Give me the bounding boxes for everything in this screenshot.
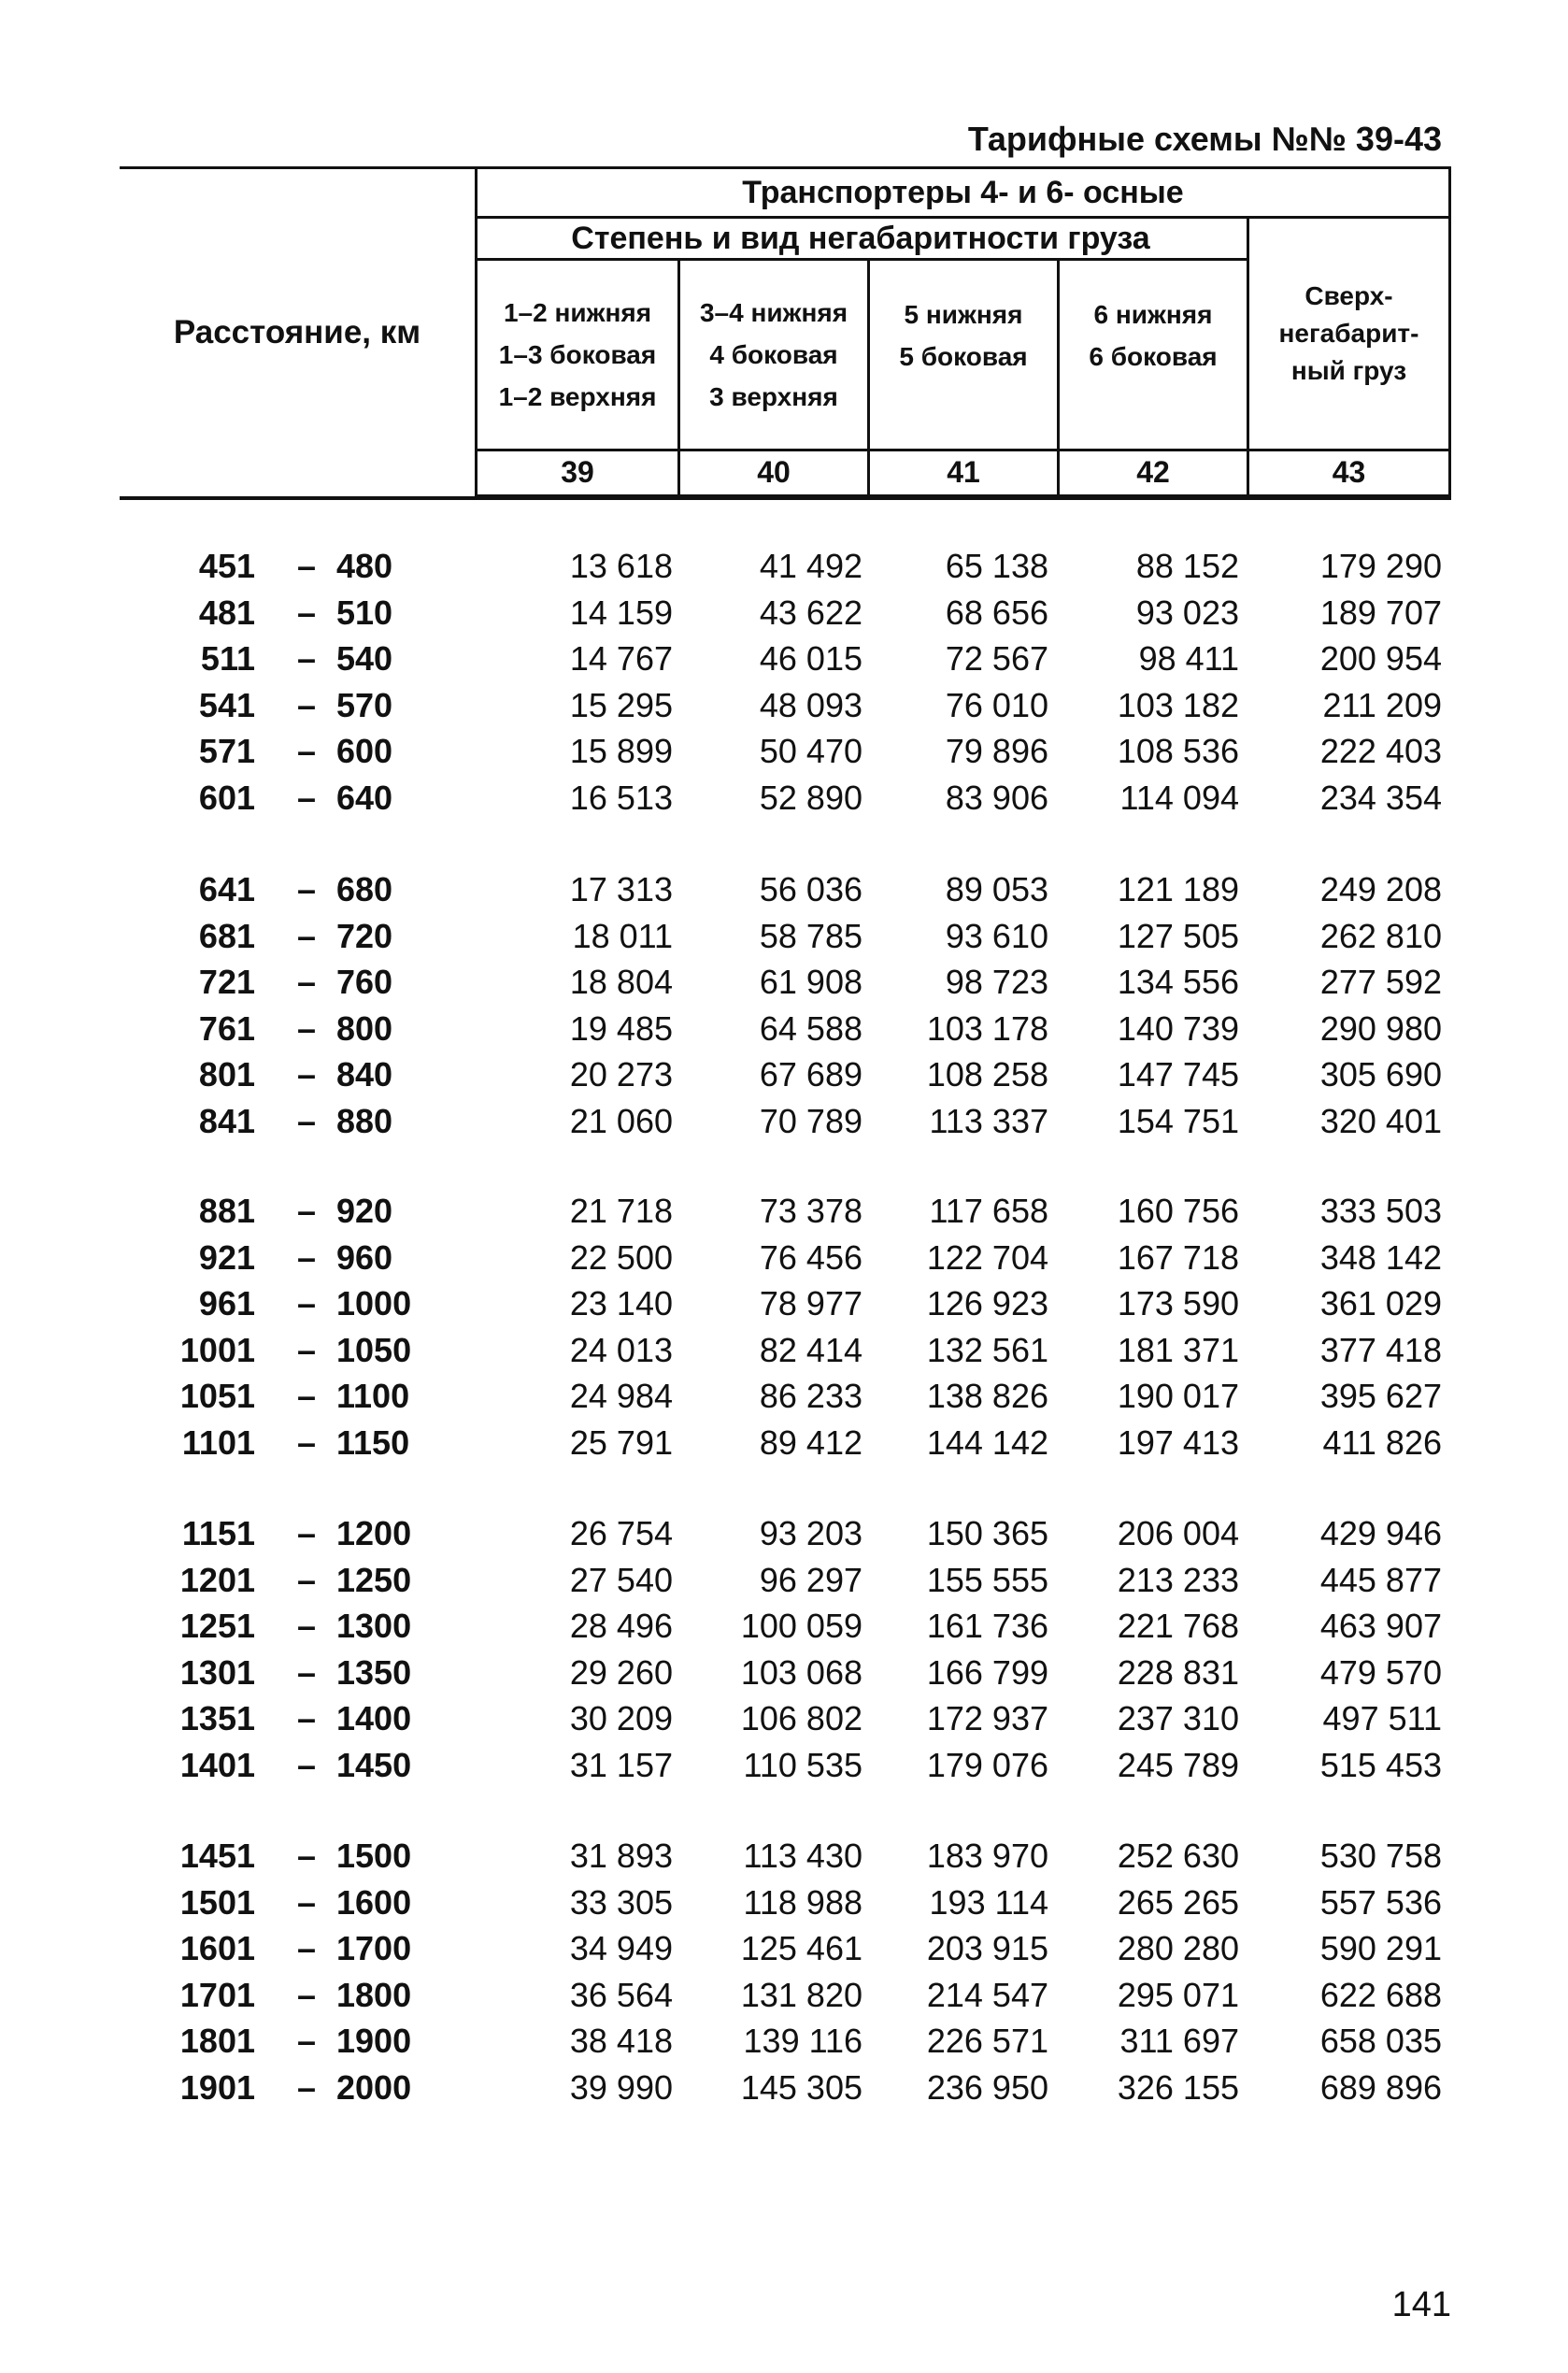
- tariff-value-39: 28 496: [569, 1607, 673, 1645]
- tariff-value-40: 73 378: [759, 1192, 862, 1230]
- distance-from: 1051: [179, 1377, 255, 1415]
- distance-to: 1450: [336, 1745, 412, 1784]
- tariff-value-40: 43 622: [759, 593, 862, 632]
- distance-to: 1900: [336, 2022, 412, 2060]
- tariff-value-39: 39 990: [569, 2067, 673, 2107]
- distance-to: 1800: [336, 1975, 412, 2014]
- col-39-label: 1–2 нижняя 1–3 боковая 1–2 верхняя: [498, 298, 657, 411]
- tariff-value-39: 20 273: [569, 1055, 673, 1094]
- tariff-value-41: 172 937: [926, 1699, 1048, 1737]
- tariff-value-41: 108 258: [926, 1055, 1048, 1094]
- distance-to: 1250: [336, 1560, 412, 1599]
- range-dash: –: [297, 1101, 317, 1140]
- range-dash: –: [297, 870, 317, 908]
- tariff-value-43: 411 826: [1322, 1422, 1442, 1462]
- distance-from: 1901: [179, 2067, 255, 2107]
- tariff-value-39: 21 718: [569, 1192, 673, 1230]
- range-dash: –: [297, 2067, 317, 2107]
- tariff-value-41: 150 365: [926, 1514, 1048, 1552]
- tariff-value-41: 68 656: [945, 593, 1048, 632]
- distance-from: 1401: [179, 1745, 255, 1784]
- distance-from: 921: [198, 1237, 255, 1277]
- tariff-value-41: 193 114: [929, 1882, 1048, 1922]
- tariff-value-43: 211 209: [1322, 685, 1442, 724]
- tariff-value-39: 24 984: [569, 1377, 673, 1415]
- tariff-value-42: 228 831: [1117, 1652, 1239, 1692]
- tariff-value-43: 530 758: [1319, 1837, 1442, 1875]
- tariff-value-39: 27 540: [569, 1560, 673, 1599]
- tariff-value-40: 139 116: [743, 2022, 862, 2060]
- distance-to: 840: [336, 1055, 393, 1094]
- distance-to: 1350: [336, 1652, 412, 1692]
- table-row: [0, 1743, 1568, 1788]
- tariff-value-40: 76 456: [759, 1237, 862, 1277]
- table-row: [0, 867, 1568, 912]
- tariff-value-39: 15 899: [569, 732, 673, 770]
- distance-from: 761: [198, 1008, 255, 1048]
- distance-from: 681: [198, 916, 255, 955]
- table-row: [0, 1558, 1568, 1603]
- distance-from: 1501: [179, 1882, 255, 1922]
- distance-from: 1251: [179, 1607, 255, 1645]
- range-dash: –: [297, 1652, 317, 1692]
- tariff-value-43: 479 570: [1319, 1652, 1442, 1692]
- tariff-value-39: 31 157: [569, 1745, 673, 1784]
- tariff-value-41: 214 547: [926, 1975, 1048, 2014]
- distance-to: 640: [336, 778, 393, 817]
- range-dash: –: [297, 1422, 317, 1462]
- range-dash: –: [297, 1837, 317, 1875]
- table-row: [0, 1604, 1568, 1649]
- distance-to: 1050: [336, 1330, 412, 1369]
- range-dash: –: [297, 1745, 317, 1784]
- range-dash: –: [297, 1055, 317, 1094]
- tariff-value-42: 173 590: [1117, 1284, 1239, 1322]
- tariff-value-40: 125 461: [740, 1929, 862, 1967]
- distance-from: 481: [198, 593, 255, 632]
- range-dash: –: [297, 963, 317, 1001]
- table-row: [0, 544, 1568, 589]
- range-dash: –: [297, 1607, 317, 1645]
- tariff-value-40: 103 068: [740, 1652, 862, 1692]
- tariff-value-43: 222 403: [1319, 732, 1442, 770]
- tariff-value-40: 86 233: [759, 1377, 862, 1415]
- table-row: [0, 1926, 1568, 1971]
- range-dash: –: [297, 916, 317, 955]
- table-row: [0, 1189, 1568, 1234]
- tariff-value-42: 295 071: [1117, 1975, 1239, 2014]
- tariff-value-40: 96 297: [759, 1560, 862, 1599]
- tariff-value-43: 305 690: [1319, 1055, 1442, 1094]
- table-row: [0, 1328, 1568, 1373]
- tariff-value-39: 15 295: [569, 685, 673, 724]
- tariff-value-40: 145 305: [740, 2067, 862, 2107]
- table-row: [0, 1511, 1568, 1556]
- distance-from: 1601: [179, 1929, 255, 1967]
- tariff-value-41: 113 337: [929, 1101, 1048, 1140]
- tariff-value-40: 131 820: [740, 1975, 862, 2014]
- tariff-value-42: 127 505: [1117, 916, 1239, 955]
- tariff-value-41: 132 561: [926, 1330, 1048, 1369]
- tariff-value-39: 26 754: [569, 1514, 673, 1552]
- tariff-value-42: 197 413: [1117, 1422, 1239, 1462]
- distance-from: 1001: [179, 1330, 255, 1369]
- tariff-value-42: 245 789: [1117, 1745, 1239, 1784]
- tariff-value-43: 348 142: [1319, 1237, 1442, 1277]
- table-row: [0, 1973, 1568, 2018]
- tariff-value-40: 110 535: [743, 1745, 862, 1784]
- tariff-value-43: 234 354: [1319, 778, 1442, 817]
- tariff-value-39: 25 791: [569, 1422, 673, 1462]
- tariff-value-42: 93 023: [1135, 593, 1239, 632]
- table-row: [0, 2019, 1568, 2064]
- tariff-value-41: 166 799: [926, 1652, 1048, 1692]
- distance-from: 1701: [179, 1975, 255, 2014]
- tariff-value-39: 18 011: [572, 916, 673, 955]
- tariff-value-40: 56 036: [759, 870, 862, 908]
- distance-to: 540: [336, 639, 393, 678]
- group-title: Транспортеры 4- и 6- осные: [742, 174, 1184, 210]
- col-code-43: 43: [1332, 454, 1366, 489]
- table-row: [0, 683, 1568, 728]
- distance-label: Расстояние, км: [173, 314, 421, 350]
- col-code-42: 42: [1136, 454, 1170, 489]
- tariff-value-41: 144 142: [926, 1422, 1048, 1462]
- tariff-value-39: 23 140: [569, 1284, 673, 1322]
- tariff-value-42: 326 155: [1117, 2067, 1239, 2107]
- range-dash: –: [297, 593, 317, 632]
- tariff-value-42: 88 152: [1135, 547, 1239, 585]
- tariff-value-43: 179 290: [1319, 547, 1442, 585]
- distance-from: 541: [198, 685, 255, 724]
- page-number: 141: [1391, 2285, 1451, 2324]
- distance-from: 1201: [179, 1560, 255, 1599]
- range-dash: –: [297, 1975, 317, 2014]
- distance-to: 1150: [336, 1422, 410, 1462]
- table-row: [0, 1052, 1568, 1097]
- tariff-value-39: 29 260: [569, 1652, 673, 1692]
- tariff-value-42: 311 697: [1119, 2022, 1239, 2060]
- tariff-value-39: 14 159: [569, 593, 673, 632]
- tariff-value-43: 249 208: [1319, 870, 1442, 908]
- range-dash: –: [297, 547, 317, 585]
- tariff-value-42: 237 310: [1117, 1699, 1239, 1737]
- tariff-value-43: 277 592: [1319, 963, 1442, 1001]
- tariff-value-43: 445 877: [1319, 1560, 1442, 1599]
- tariff-value-43: 622 688: [1319, 1975, 1442, 2014]
- tariff-value-42: 167 718: [1117, 1237, 1239, 1277]
- tariff-value-39: 33 305: [569, 1882, 673, 1922]
- tariff-value-42: 147 745: [1117, 1055, 1239, 1094]
- range-dash: –: [297, 1192, 317, 1230]
- tariff-value-39: 36 564: [569, 1975, 673, 2014]
- tariff-value-40: 41 492: [759, 547, 862, 585]
- distance-to: 1500: [336, 1837, 412, 1875]
- distance-from: 801: [198, 1055, 255, 1094]
- tariff-value-40: 100 059: [740, 1607, 862, 1645]
- table-row: [0, 1834, 1568, 1879]
- distance-to: 760: [336, 963, 393, 1001]
- tariff-value-41: 122 704: [926, 1237, 1048, 1277]
- range-dash: –: [297, 1514, 317, 1552]
- tariff-value-43: 463 907: [1319, 1607, 1442, 1645]
- distance-from: 1351: [179, 1699, 255, 1737]
- tariff-value-39: 38 418: [569, 2022, 673, 2060]
- table-row: [0, 591, 1568, 636]
- tariff-value-40: 46 015: [759, 639, 862, 678]
- tariff-value-40: 52 890: [759, 778, 862, 817]
- tariff-value-40: 67 689: [759, 1055, 862, 1094]
- tariff-value-43: 200 954: [1319, 639, 1442, 678]
- tariff-value-42: 221 768: [1117, 1607, 1239, 1645]
- range-dash: –: [297, 1008, 317, 1048]
- tariff-value-40: 118 988: [743, 1882, 862, 1922]
- distance-to: 570: [336, 685, 393, 724]
- tariff-value-43: 377 418: [1319, 1330, 1442, 1369]
- tariff-value-40: 93 203: [759, 1514, 862, 1552]
- table-row: [0, 1696, 1568, 1741]
- distance-from: 641: [198, 870, 255, 908]
- table-row: [0, 1007, 1568, 1051]
- range-dash: –: [297, 1929, 317, 1967]
- range-dash: –: [297, 639, 317, 678]
- table-row: [0, 636, 1568, 681]
- table-header: [120, 166, 1451, 499]
- table-row: [0, 1099, 1568, 1144]
- tariff-value-40: 58 785: [759, 916, 862, 955]
- table-row: [0, 1236, 1568, 1280]
- range-dash: –: [297, 685, 317, 724]
- tariff-value-41: 117 658: [929, 1192, 1048, 1230]
- tariff-value-41: 98 723: [945, 963, 1048, 1001]
- tariff-value-39: 24 013: [569, 1330, 673, 1369]
- tariff-value-42: 280 280: [1117, 1929, 1239, 1967]
- col-41-label: 5 нижняя 5 боковая: [899, 300, 1028, 371]
- distance-to: 1000: [336, 1284, 412, 1322]
- tariff-value-41: 83 906: [945, 778, 1048, 817]
- distance-to: 680: [336, 870, 393, 908]
- distance-to: 1200: [336, 1514, 412, 1552]
- table-row: [0, 914, 1568, 959]
- tariff-value-39: 19 485: [569, 1008, 673, 1048]
- range-dash: –: [297, 732, 317, 770]
- col-40-label: 3–4 нижняя 4 боковая 3 верхняя: [699, 298, 848, 411]
- range-dash: –: [297, 778, 317, 817]
- tariff-value-40: 64 588: [759, 1008, 862, 1048]
- tariff-value-41: 179 076: [926, 1745, 1048, 1784]
- table-row: [0, 2066, 1568, 2110]
- tariff-value-43: 395 627: [1319, 1377, 1442, 1415]
- tariff-value-41: 76 010: [945, 685, 1048, 724]
- tariff-value-42: 213 233: [1117, 1560, 1239, 1599]
- distance-from: 571: [198, 732, 255, 770]
- tariff-value-41: 89 053: [945, 870, 1048, 908]
- table-row: [0, 729, 1568, 774]
- tariff-value-41: 183 970: [926, 1837, 1048, 1875]
- range-dash: –: [297, 1560, 317, 1599]
- tariff-value-40: 48 093: [759, 685, 862, 724]
- table-row: [0, 1880, 1568, 1925]
- distance-from: 1801: [179, 2022, 255, 2060]
- col-code-41: 41: [947, 454, 980, 489]
- tariff-value-42: 190 017: [1117, 1377, 1239, 1415]
- distance-from: 451: [198, 547, 255, 585]
- tariff-value-40: 70 789: [759, 1101, 862, 1140]
- tariff-value-41: 161 736: [926, 1607, 1048, 1645]
- distance-to: 960: [336, 1237, 393, 1277]
- tariff-value-43: 689 896: [1319, 2067, 1442, 2107]
- distance-from: 721: [198, 963, 255, 1001]
- distance-to: 2000: [336, 2067, 412, 2107]
- tariff-value-41: 203 915: [926, 1929, 1048, 1967]
- tariff-value-39: 13 618: [569, 547, 673, 585]
- tariff-value-43: 189 707: [1319, 593, 1442, 632]
- distance-to: 1600: [336, 1882, 412, 1922]
- distance-from: 1451: [179, 1837, 255, 1875]
- col-code-39: 39: [561, 454, 594, 489]
- table-row: [0, 776, 1568, 821]
- tariff-value-43: 361 029: [1319, 1284, 1442, 1322]
- tariff-value-39: 31 893: [569, 1837, 673, 1875]
- tariff-value-41: 236 950: [926, 2067, 1048, 2107]
- tariff-value-42: 252 630: [1117, 1837, 1239, 1875]
- tariff-value-42: 134 556: [1117, 963, 1239, 1001]
- tariff-value-39: 14 767: [569, 639, 673, 678]
- tariff-value-39: 16 513: [569, 778, 673, 817]
- range-dash: –: [297, 1377, 317, 1415]
- distance-from: 1301: [179, 1652, 255, 1692]
- tariff-value-42: 181 371: [1117, 1330, 1239, 1369]
- range-dash: –: [297, 1330, 317, 1369]
- range-dash: –: [297, 1237, 317, 1277]
- tariff-value-41: 72 567: [945, 639, 1048, 678]
- distance-to: 1100: [336, 1377, 410, 1415]
- tariff-value-42: 103 182: [1117, 685, 1239, 724]
- tariff-value-42: 98 411: [1138, 639, 1239, 678]
- distance-from: 511: [200, 639, 255, 678]
- tariff-value-43: 497 511: [1322, 1699, 1442, 1737]
- tariff-value-43: 557 536: [1319, 1882, 1442, 1922]
- tariff-value-40: 50 470: [759, 732, 862, 770]
- distance-to: 600: [336, 732, 393, 770]
- range-dash: –: [297, 1882, 317, 1922]
- tariff-value-43: 658 035: [1319, 2022, 1442, 2060]
- tariff-value-43: 262 810: [1319, 916, 1442, 955]
- tariff-value-41: 138 826: [926, 1377, 1048, 1415]
- tariff-value-40: 78 977: [759, 1284, 862, 1322]
- tariff-value-39: 30 209: [569, 1699, 673, 1737]
- distance-from: 841: [198, 1101, 255, 1140]
- tariff-value-41: 155 555: [926, 1560, 1048, 1599]
- distance-to: 800: [336, 1008, 393, 1048]
- tariff-value-42: 154 751: [1117, 1101, 1239, 1140]
- tariff-value-40: 82 414: [759, 1330, 862, 1369]
- table-row: [0, 960, 1568, 1005]
- distance-to: 480: [336, 547, 393, 585]
- tariff-value-43: 515 453: [1319, 1745, 1442, 1784]
- tariff-value-41: 65 138: [945, 547, 1048, 585]
- distance-to: 720: [336, 916, 393, 955]
- tariff-value-42: 140 739: [1117, 1008, 1239, 1048]
- tariff-value-42: 121 189: [1117, 870, 1239, 908]
- tariff-value-40: 61 908: [759, 963, 862, 1001]
- page-heading: Тарифные схемы №№ 39-43: [967, 120, 1442, 158]
- distance-to: 920: [336, 1192, 393, 1230]
- table-row: [0, 1281, 1568, 1326]
- col-42-label: 6 нижняя 6 боковая: [1089, 300, 1218, 371]
- tariff-value-39: 17 313: [569, 870, 673, 908]
- tariff-value-41: 103 178: [926, 1008, 1048, 1048]
- tariff-value-40: 113 430: [743, 1837, 862, 1875]
- distance-from: 961: [198, 1284, 255, 1322]
- tariff-value-39: 21 060: [569, 1101, 673, 1140]
- distance-to: 1300: [336, 1607, 412, 1645]
- tariff-value-39: 34 949: [569, 1929, 673, 1967]
- tariff-value-42: 114 094: [1119, 778, 1239, 817]
- range-dash: –: [297, 1699, 317, 1737]
- tariff-value-41: 79 896: [945, 732, 1048, 770]
- table-row: [0, 1651, 1568, 1695]
- table-row: [0, 1421, 1568, 1465]
- tariff-value-43: 590 291: [1319, 1929, 1442, 1967]
- distance-from: 1151: [181, 1514, 255, 1552]
- distance-from: 601: [198, 778, 255, 817]
- tariff-value-39: 18 804: [569, 963, 673, 1001]
- tariff-value-41: 226 571: [926, 2022, 1048, 2060]
- sub-title: Степень и вид негабаритности груза: [571, 220, 1150, 256]
- tariff-value-42: 206 004: [1117, 1514, 1239, 1552]
- tariff-value-42: 265 265: [1117, 1882, 1239, 1922]
- table-row: [0, 1374, 1568, 1419]
- distance-from: 1101: [181, 1422, 255, 1462]
- tariff-value-40: 89 412: [759, 1422, 862, 1462]
- range-dash: –: [297, 1284, 317, 1322]
- tariff-value-43: 333 503: [1319, 1192, 1442, 1230]
- distance-to: 1700: [336, 1929, 412, 1967]
- tariff-value-43: 429 946: [1319, 1514, 1442, 1552]
- tariff-value-40: 106 802: [740, 1699, 862, 1737]
- tariff-value-43: 320 401: [1319, 1101, 1442, 1140]
- tariff-value-43: 290 980: [1319, 1008, 1442, 1048]
- tariff-value-42: 160 756: [1117, 1192, 1239, 1230]
- tariff-value-41: 126 923: [926, 1284, 1048, 1322]
- tariff-value-41: 93 610: [945, 916, 1048, 955]
- tariff-value-39: 22 500: [569, 1237, 673, 1277]
- distance-from: 881: [198, 1192, 255, 1230]
- distance-to: 1400: [336, 1699, 412, 1737]
- range-dash: –: [297, 2022, 317, 2060]
- distance-to: 880: [336, 1101, 393, 1140]
- col-43-label: Сверх- негабарит- ный груз: [1278, 281, 1419, 385]
- tariff-value-42: 108 536: [1117, 732, 1239, 770]
- col-code-40: 40: [757, 454, 791, 489]
- distance-to: 510: [336, 593, 393, 632]
